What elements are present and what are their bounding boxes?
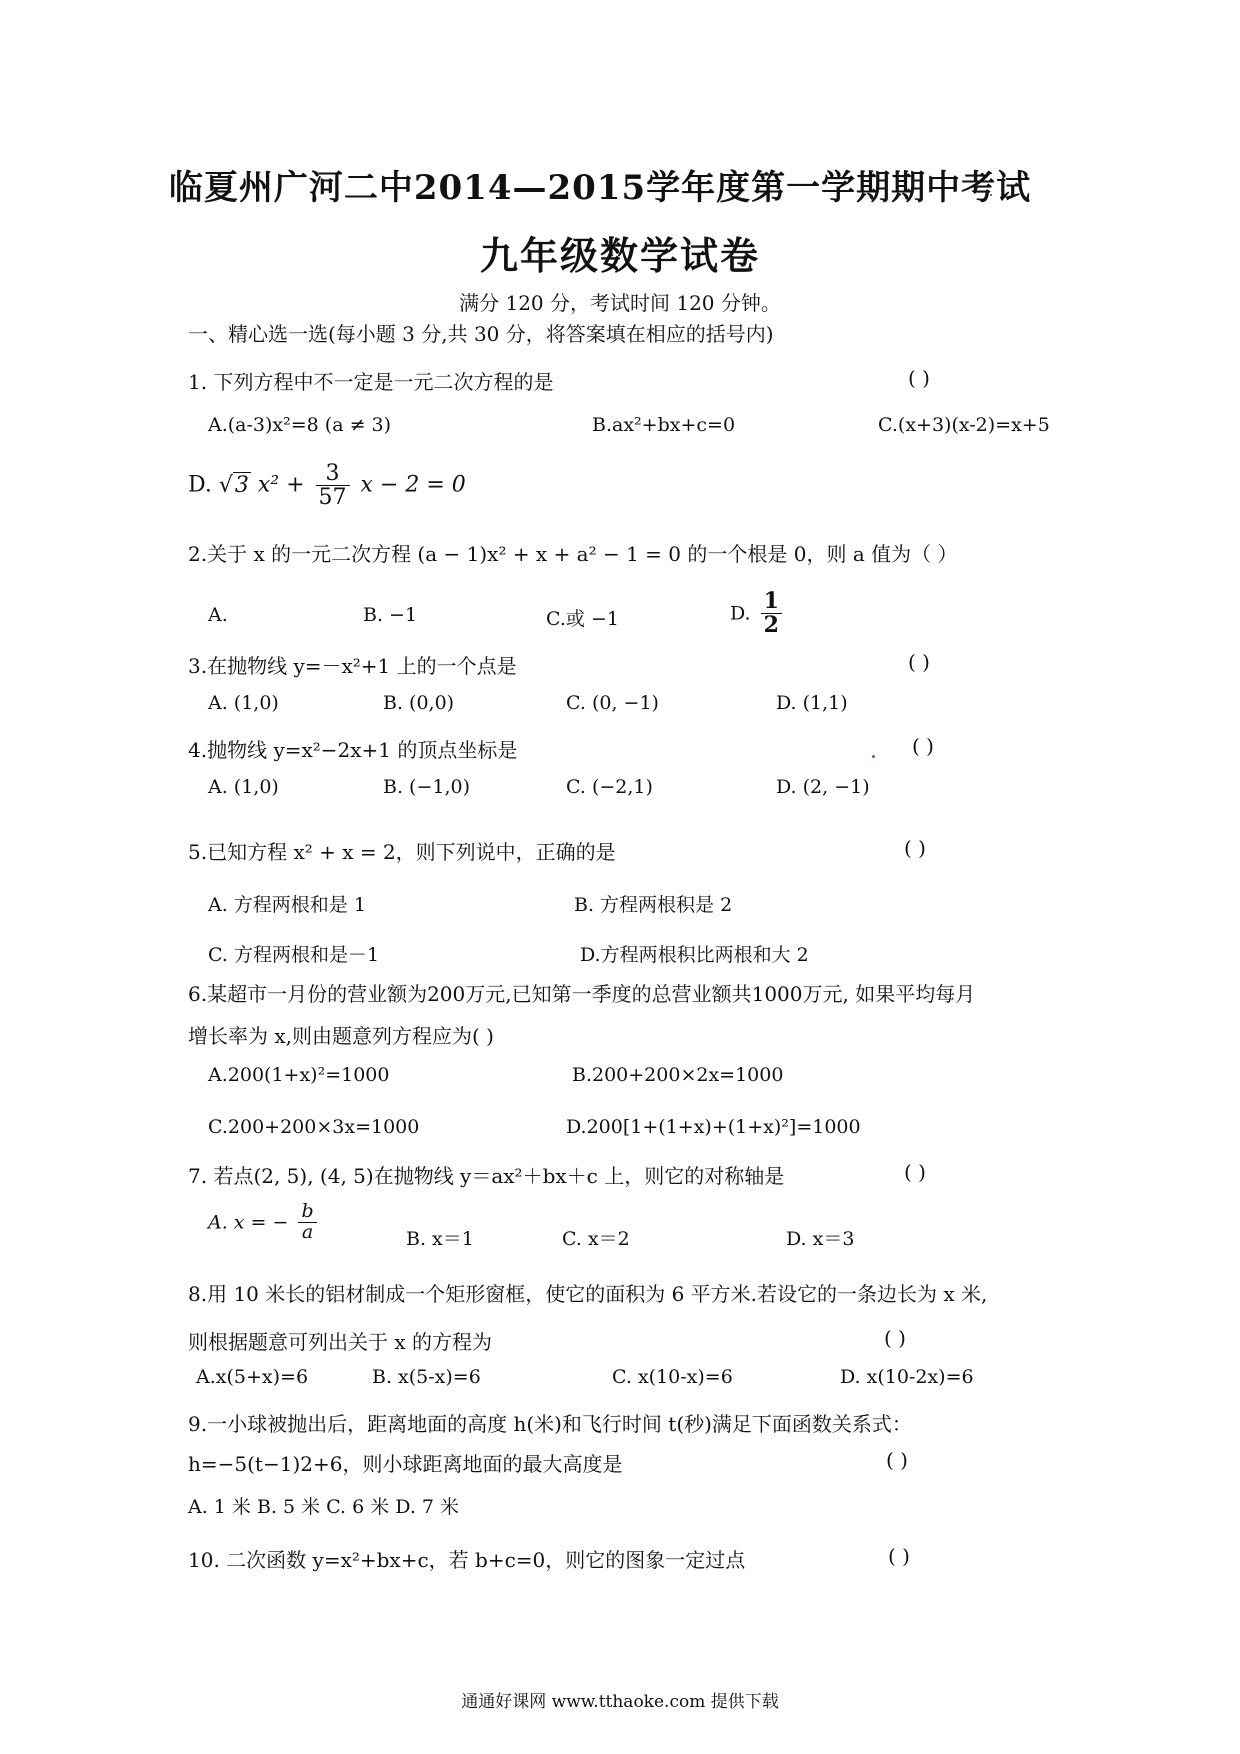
question-1-option-c: C.(x+3)(x-2)=x+5 (878, 414, 1050, 436)
option-d-label: D. (188, 472, 212, 498)
question-4-option-a: A. (1,0) (208, 776, 279, 798)
question-3-answer-blank: ( ) (908, 650, 930, 674)
question-6-stem-line-2: 增长率为 x,则由题意列方程应为( ) (188, 1024, 494, 1048)
question-9-stem-line-1: 9.一小球被抛出后，距离地面的高度 h(米)和飞行时间 t(秒)满足下面函数关系式： (188, 1412, 912, 1436)
question-5-option-a: A. 方程两根和是 1 (208, 894, 366, 916)
question-7-option-b: B. x＝1 (406, 1228, 474, 1250)
question-6-option-b: B.200+200×2x=1000 (572, 1064, 784, 1086)
question-7-stem: 7. 若点(2, 5), (4, 5)在抛物线 y＝ax²＋bx＋c 上，则它的对称轴是 (188, 1164, 785, 1188)
fraction: $\frac{3}{57}$ (316, 462, 350, 509)
question-1-option-d (188, 462, 466, 509)
section-heading: 一、精心选一选(每小题 3 分,共 30 分，将答案填在相应的括号内) (188, 322, 774, 346)
question-5-option-d: D.方程两根积比两根和大 2 (580, 944, 809, 966)
option-d-label: D. (730, 602, 751, 625)
exam-info: 满分 120 分，考试时间 120 分钟。 (459, 291, 781, 315)
question-8-option-b: B. x(5-x)=6 (372, 1366, 481, 1388)
question-1-stem: 1. 下列方程中不一定是一元二次方程的是 (188, 370, 554, 394)
question-8-stem-line-1: 8.用 10 米长的铝材制成一个矩形窗框，使它的面积为 6 平方米.若设它的一条边长为 x 米, (188, 1282, 988, 1306)
question-4-answer-blank: ( ) (912, 734, 934, 758)
question-3-option-c: C. (0, −1) (566, 692, 659, 714)
fraction: $\frac{1}{2}$ (761, 590, 782, 637)
question-1-option-a: A.(a-3)x²=8 (a ≠ 3) (208, 414, 392, 436)
question-2-option-a: A. (208, 604, 228, 626)
x-squared-term: x² + (257, 472, 305, 498)
question-5-stem: 5.已知方程 x² + x = 2，则下列说中，正确的是 (188, 840, 616, 864)
remaining-terms: x − 2 = 0 (360, 472, 466, 498)
question-4-option-d: D. (2, −1) (776, 776, 870, 798)
question-4-option-b: B. (−1,0) (383, 776, 471, 798)
question-5-option-b: B. 方程两根积是 2 (574, 894, 733, 916)
question-4-option-c: C. (−2,1) (566, 776, 653, 798)
question-7-answer-blank: ( ) (904, 1160, 926, 1184)
question-6-stem-line-1: 6.某超市一月份的营业额为200万元,已知第一季度的总营业额共1000万元, 如果平均每月 (188, 982, 976, 1006)
sqrt-expression: √3 (218, 472, 249, 498)
question-3-option-b: B. (0,0) (383, 692, 455, 714)
question-2-stem: 2.关于 x 的一元二次方程 (a − 1)x² + x + a² − 1 = 0 的一个根是 0，则 a 值为（ ） (188, 542, 958, 566)
question-3-stem: 3.在抛物线 y=－x²+1 上的一个点是 (188, 654, 517, 678)
question-9-answer-blank: ( ) (886, 1448, 908, 1472)
question-7-option-c: C. x＝2 (562, 1228, 630, 1250)
option-a-label: A. x = − (208, 1211, 289, 1234)
question-6-option-d: D.200[1+(1+x)+(1+x)²]=1000 (566, 1116, 861, 1138)
question-7-option-a (208, 1202, 321, 1243)
question-10-answer-blank: ( ) (888, 1544, 910, 1568)
exam-title: 临夏州广河二中2014—2015学年度第一学期期中考试 (168, 168, 1032, 208)
question-6-option-a: A.200(1+x)²=1000 (208, 1064, 390, 1086)
question-1-option-b: B.ax²+bx+c=0 (592, 414, 736, 436)
question-8-option-d: D. x(10-2x)=6 (840, 1366, 974, 1388)
question-8-answer-blank: ( ) (884, 1326, 906, 1350)
question-9-stem-line-2: h=−5(t−1)2+6，则小球距离地面的最大高度是 (188, 1452, 623, 1476)
question-3-option-a: A. (1,0) (208, 692, 279, 714)
question-5-answer-blank: ( ) (904, 836, 926, 860)
exam-subtitle: 九年级数学试卷 (479, 233, 760, 278)
question-1-answer-blank: ( ) (908, 366, 930, 390)
question-2-option-d (730, 590, 786, 637)
question-6-option-c: C.200+200×3x=1000 (208, 1116, 420, 1138)
footer-source: 通通好课网 www.tthaoke.com 提供下载 (461, 1692, 779, 1712)
question-8-option-a: A.x(5+x)=6 (196, 1366, 309, 1388)
question-8-option-c: C. x(10-x)=6 (612, 1366, 733, 1388)
question-5-option-c: C. 方程两根和是－1 (208, 944, 380, 966)
scan-mark (872, 755, 875, 758)
question-2-option-c: C.或 −1 (546, 608, 619, 630)
question-7-option-d: D. x＝3 (786, 1228, 855, 1250)
question-3-option-d: D. (1,1) (776, 692, 848, 714)
question-2-option-b: B. −1 (363, 604, 418, 626)
question-10-stem: 10. 二次函数 y=x²+bx+c，若 b+c=0，则它的图象一定过点 (188, 1548, 746, 1572)
question-4-stem: 4.抛物线 y=x²−2x+1 的顶点坐标是 (188, 738, 518, 762)
question-8-stem-line-2: 则根据题意可列出关于 x 的方程为 (188, 1330, 492, 1354)
fraction: $\frac{b}{a}$ (298, 1202, 316, 1243)
question-9-options: A. 1 米 B. 5 米 C. 6 米 D. 7 米 (188, 1496, 460, 1518)
